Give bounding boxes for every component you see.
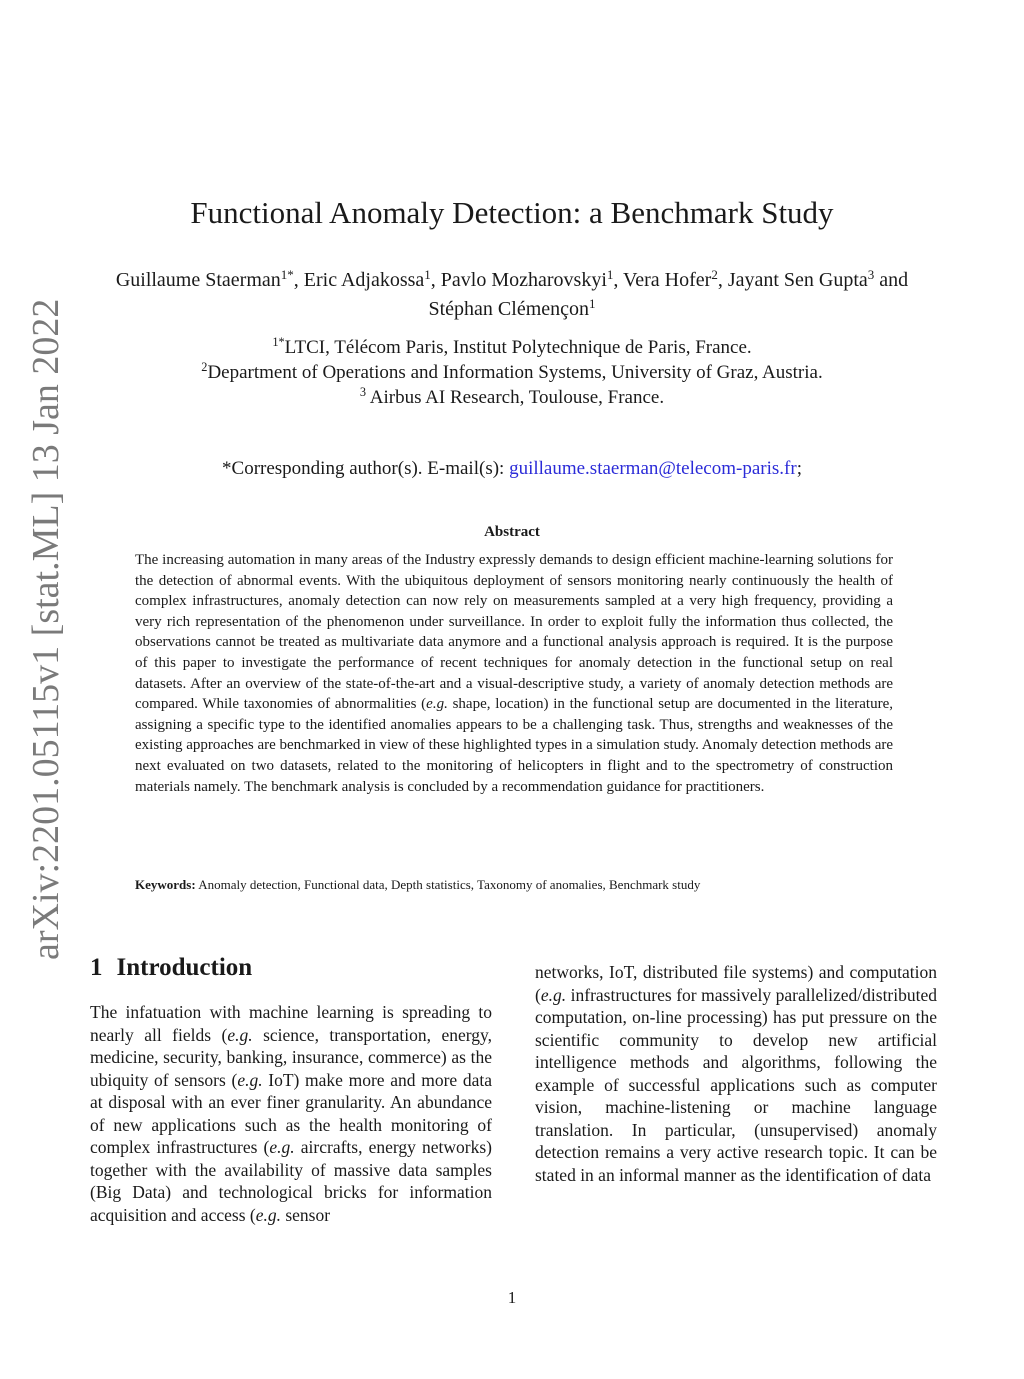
author: Jayant Sen Gupta$^3$ and [727,266,909,291]
abstract-heading: Abstract [484,524,540,540]
author: Eric Adjakossa$^1$, [303,266,441,291]
section-title: Introduction [116,954,253,981]
keywords: Keywords: Anomaly detection, Functional data, Depth statistics, Taxonomy of anomalies, Benchmark study [135,877,701,892]
section-heading [90,954,252,982]
keywords-label: Keywords: [135,877,196,892]
paper-title: Functional Anomaly Detection: a Benchmark Study [190,195,834,230]
author: Guillaume Staerman$^{1*}$, [115,266,304,291]
intro-column-left: The infatuation with machine learning is spreading to nearly all fields (e.g. science, transportation, energy, medicine, security, banking, insurance, commerce) as the ubiquity of sensors (e.g. IoT) make more and more data at disposal with an ever finer granularity. An abundance of new applications such as the health monitoring of complex infrastructures (e.g. aircrafts, energy networks) together with the availability of massive data samples (Big Data) and technological bricks for information acquisition and access (e.g. sensor [90,1002,492,1225]
affiliation: $^{1*}$LTCI, Télécom Paris, Institut Polytechnique de Paris, France. [272,335,752,358]
intro-column-right: networks, IoT, distributed file systems) and computation (e.g. infrastructures for massively parallelized/distributed computation, on-line processing) has put pressure on the scientific community to develop new artificial intelligence methods and algorithms, following the example of successful applications such as computer vision, machine-listening or machine language translation. In particular, (unsupervised) anomaly detection remains a very active research topic. It can be stated in an informal manner as the identification of data [535,962,937,1185]
affiliation: $^2$Department of Operations and Information Systems, University of Graz, Austria. [201,360,823,383]
email-link[interactable]: guillaume.staerman@telecom-paris.fr [509,458,797,479]
arxiv-identifier: arXiv:2201.05115v1 [stat.ML] 13 Jan 2022 [25,298,67,960]
author-list [112,266,912,324]
author: Vera Hofer$^2$, [623,266,728,291]
author: Stéphan Clémençon$^1$ [428,295,596,320]
abstract-text: The increasing automation in many areas of the Industry expressly demands to design efficient machine-learning solutions for the detection of abnormal events. With the ubiquitous deployment of sensors monitoring nearly continuously the health of complex infrastructures, anomaly detection can now rely on measurements sampled at a very high frequency, providing a very rich representation of the phenomenon under surveillance. In order to exploit fully the information thus collected, the observations cannot be treated as multivariate data anymore and a functional analysis approach is required. It is the purpose of this paper to investigate the performance of recent techniques for anomaly detection in the functional setup on real datasets. After an overview of the state-of-the-art and a visual-descriptive study, a variety of anomaly detection methods are compared. While taxonomies of abnormalities (e.g. shape, location) in the functional setup are documented in the literature, assigning a specific type to the identified anomalies appears to be a challenging task. Thus, strengths and weaknesses of the existing approaches are benchmarked in view of these highlighted types in a simulation study. Anomaly detection methods are next evaluated on two datasets, related to the monitoring of helicopters in flight and to the spectrometry of construction materials namely. The benchmark analysis is concluded by a recommendation guidance for practitioners. [135,552,893,795]
corresponding-author: *Corresponding author(s). E-mail(s): guillaume.staerman@telecom-paris.fr; [222,458,802,479]
affiliation: $^3$ Airbus AI Research, Toulouse, France. [359,385,665,408]
page-number: 1 [507,1288,517,1307]
section-number: 1 [90,954,103,981]
author: Pavlo Mozharovskyi$^1$, [440,266,624,291]
